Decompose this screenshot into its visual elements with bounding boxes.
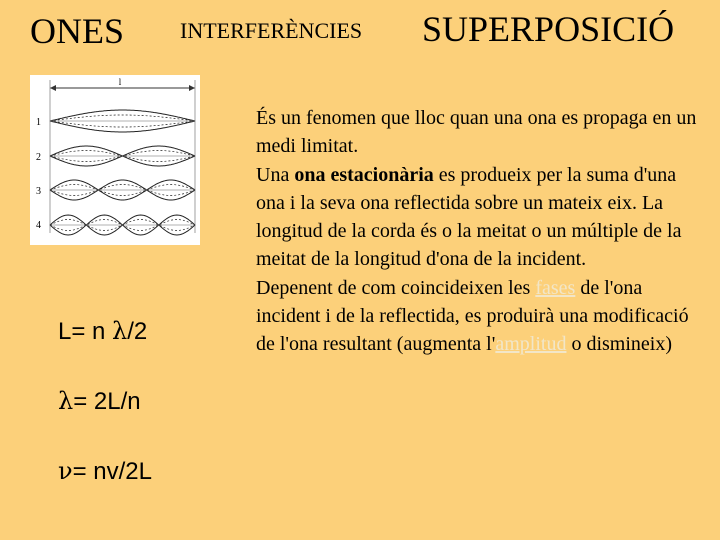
paragraph-1: És un fenomen que lloc quan una ona es propaga en un medi limitat. [256,107,697,158]
nu-symbol: ν [58,457,73,485]
formula-frequency [58,457,152,486]
paragraph-3-start: Depenent de com coincideixen les [256,276,536,299]
standing-waves-svg [30,75,200,245]
length-label: l [118,77,122,87]
lambda-symbol: λ [112,317,128,345]
paragraph-3-mid: de l'ona incident i de la reflectida, es produirà una modificació de l'ona resultant (augmenta l' [256,276,689,356]
term-standing-wave: ona estacionària [294,163,434,186]
row-label-3: 3 [36,186,41,197]
row-label-1: 1 [36,117,41,128]
arrow-right-icon [189,85,195,91]
paragraph-2-start: Una [256,163,295,186]
formula-length-suffix: /2 [127,318,148,345]
standing-waves-diagram [30,75,200,245]
title-interferencies: INTERFERÈNCIES [180,18,363,43]
explanation-text [256,104,708,359]
arrow-left-icon [50,85,56,91]
row-label-2: 2 [36,152,41,163]
title-ones: ONES [30,11,125,51]
row-label-4: 4 [36,220,41,231]
link-amplitud[interactable]: amplitud [495,333,567,356]
paragraph-2 [256,161,708,274]
harmonic-1-envelope [50,110,195,121]
title-superposicio: SUPERPOSICIÓ [422,9,675,49]
formula-frequency-suffix: = nv/2L [72,458,152,485]
formula-wavelength [58,387,141,416]
paragraph-3-end: o dismineix) [566,333,673,356]
link-fases[interactable]: fases [535,276,576,299]
formula-length [58,317,147,346]
paragraph-3 [256,274,708,359]
paragraph-2-rest: es produeix per la suma d'una ona i la seva ona reflectida sobre un mateix eix. La longitud de la corda és o la meitat o un múltiple de la meitat de la longitud d'ona de la incident. [256,163,682,271]
formula-wavelength-suffix: = 2L/n [73,388,141,415]
formula-length-prefix: L= n [58,318,113,345]
harmonic-1-envelope [50,121,195,132]
lambda-symbol: λ [58,387,74,415]
